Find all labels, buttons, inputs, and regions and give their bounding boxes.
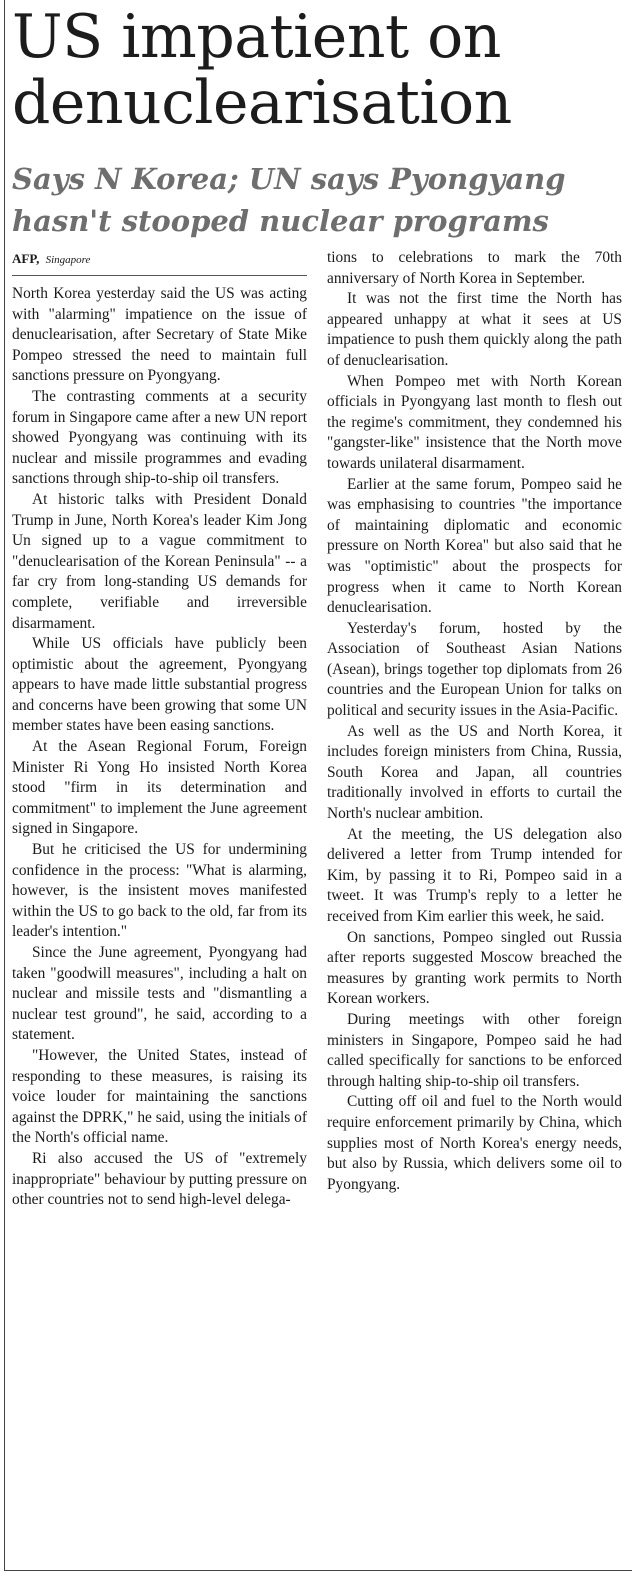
paragraph: "However, the United States, instead of responding to these measures, is raising its voice louder for maintaining the sanctions against the DPRK," he said, using the initials of the North's official name. <box>12 1046 307 1147</box>
article-column-left <box>12 248 307 1211</box>
paragraph: As well as the US and North Korea, it includes foreign ministers from China, Russia, South Korea and Japan, all countries traditionally involved in efforts to curtail the North's nuclear ambition. <box>327 722 622 823</box>
paragraph: At the meeting, the US delegation also delivered a letter from Trump intended for Kim, by passing it to Ri, Pompeo said in a tweet. It was Trump's reply to a letter he received from Kim earlier this week, he said. <box>327 825 622 925</box>
subheadline: Says N Korea; UN says Pyongyang hasn't stooped nuclear programs <box>12 162 566 238</box>
paragraph: When Pompeo met with North Korean officials in Pyongyang last month to flesh out the regime's commitment, they condemned his "gangster-like" insistence that the North move towards unilateral disarmament. <box>327 372 622 472</box>
article-column-right <box>327 248 622 1195</box>
paragraph: Cutting off oil and fuel to the North would require enforcement primarily by China, which supplies most of North Korea's energy needs, but also by Russia, which delivers some oil to Pyongyang. <box>327 1093 622 1193</box>
paragraph: North Korea yesterday said the US was acting with "alarming" impatience on the issue of denuclearisation, after Secretary of State Mike Pompeo stressed the need to maintain full sanctions pressure on Pyongyang. <box>12 285 307 385</box>
paragraph: It was not the first time the North has appeared unhappy at what it sees at US impatience to push them quickly along the path of denuclearisation. <box>327 290 622 369</box>
paragraph: At historic talks with President Donald Trump in June, North Korea's leader Kim Jong Un signed up to a vague commitment to "denuclearisation of the Korean Peninsula" -- a far cry from long-standing US demands for complete, verifiable and irreversible disarmament. <box>12 490 307 632</box>
paragraph: Earlier at the same forum, Pompeo said he was emphasising to countries "the importance of maintaining diplomatic and economic pressure on North Korea" but also said that he was "optimistic" about the prospects for progress when it came to North Korean denuclearisation. <box>327 475 622 617</box>
paragraph: But he criticised the US for undermining confidence in the process: "What is alarming, however, is the insistent moves manifested within the US to go back to the old, far from its leader's intention." <box>12 841 307 941</box>
paragraph: On sanctions, Pompeo singled out Russia after reports suggested Moscow breached the measures by granting work permits to North Korean workers. <box>327 928 622 1008</box>
bottom-rule <box>4 1570 632 1571</box>
byline-dateline: Singapore <box>45 254 91 266</box>
left-column-rule <box>4 0 5 1570</box>
paragraph: Yesterday's forum, hosted by the Association of Southeast Asian Nations (Asean), brings together top diplomats from 26 countries and the European Union for talks on political and security issues in the Asia-Pacific. <box>327 619 622 720</box>
paragraph-continuation: tions to celebrations to mark the 70th anniversary of North Korea in September. <box>327 249 622 287</box>
paragraph: During meetings with other foreign ministers in Singapore, Pompeo said he had called specifically for sanctions to be enforced through halting ship-to-ship oil transfers. <box>327 1010 622 1090</box>
byline <box>12 248 307 276</box>
byline-agency: AFP, <box>12 251 40 266</box>
paragraph: While US officials have publicly been optimistic about the agreement, Pyongyang appears to have made little substantial progress and concerns have been growing that some UN member states have been easing sanctions. <box>12 635 307 735</box>
paragraph: At the Asean Regional Forum, Foreign Minister Ri Yong Ho insisted North Korea stood "firm in its determination and commitment" to implement the June agreement signed in Singapore. <box>12 738 307 838</box>
paragraph: Ri also accused the US of "extremely inappropriate" behaviour by putting pressure on other countries not to send high-level delega- <box>12 1149 307 1209</box>
paragraph: The contrasting comments at a security forum in Singapore came after a new UN report showed Pyongyang was continuing with its nuclear and missile programmes and evading sanctions through ship-to-ship oil transfers. <box>12 387 307 488</box>
headline: US impatient on denuclearisation <box>12 2 512 138</box>
paragraph: Since the June agreement, Pyongyang had taken "goodwill measures", including a halt on nuclear and missile tests and "dismantling a nuclear test ground", he said, according to a statement. <box>12 944 307 1044</box>
